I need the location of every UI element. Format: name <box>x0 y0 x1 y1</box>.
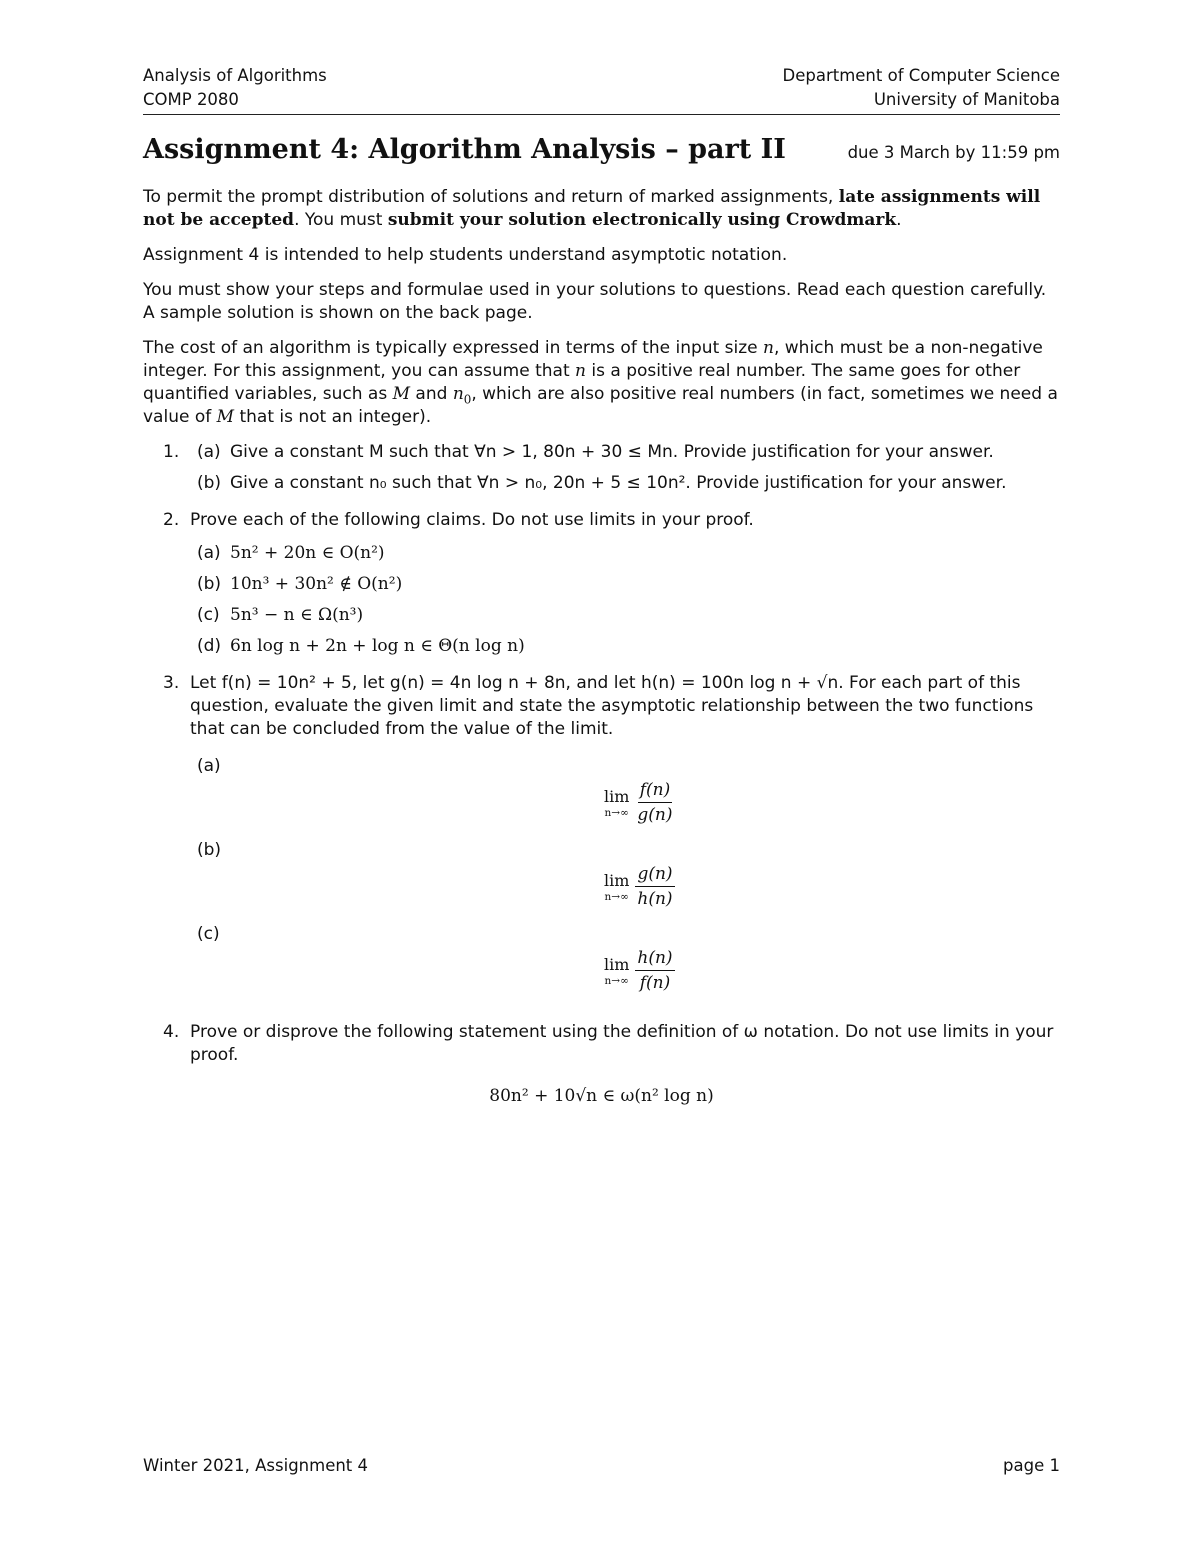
question-number: 2. <box>163 510 180 530</box>
question-3b: (b) lim n→∞ $\frac{g(n)}{h(n)}$ <box>197 840 673 909</box>
question-number: 3. <box>163 673 180 693</box>
question-2a: (a) 5n² + 20n ∈ O(n²) <box>197 543 385 563</box>
page-number: page 1 <box>1003 1456 1060 1475</box>
display-equation: 80n² + 10√n ∈ ω(n² log n) <box>489 1086 714 1106</box>
intro-paragraph-2: Assignment 4 is intended to help students understand asymptotic notation. <box>143 245 788 265</box>
department: Department of Computer Science <box>782 66 1060 85</box>
intro-paragraph-3: You must show your steps and formulae used in your solutions to questions. Read each question carefully. A sample solution is shown on the back page. <box>143 280 1047 323</box>
question-2d: (d) 6n log n + 2n + log n ∈ Θ(n log n) <box>197 636 525 656</box>
question-1 <box>143 441 1060 495</box>
document-body <box>143 186 1060 1122</box>
intro-paragraph-1: To permit the prompt distribution of solutions and return of marked assignments, late assignments will not be accepted. You must submit your solution electronically using Crowdmark. <box>143 187 1041 230</box>
header-left <box>143 64 327 112</box>
document-page <box>143 0 1060 1553</box>
late-notice: late assignments will not be accepted <box>143 187 1041 230</box>
question-4: 4. Prove or disprove the following statement using the definition of ω notation. Do not use limits in your proof. 80n² + 10√n ∈ ω(n² log n) <box>143 1021 1060 1108</box>
university: University of Manitoba <box>873 90 1060 109</box>
header-rule <box>143 114 1060 115</box>
submission-notice: submit your solution electronically using Crowdmark <box>387 210 897 230</box>
limit-expression: lim n→∞ $\frac{f(n)}{g(n)}$ <box>604 780 673 825</box>
question-3c: (c) lim n→∞ $\frac{h(n)}{f(n)}$ <box>197 924 673 993</box>
limit-expression: lim n→∞ $\frac{g(n)}{h(n)}$ <box>604 864 673 909</box>
question-2: 2. Prove each of the following claims. Do not use limits in your proof. (a) 5n² + 20n ∈ O(n²) (b) 10n³ + 30n² ∉ O(n²) (c) 5n³ − n ∈ Ω(n³) (d) 6n log n + 2n + log n ∈ Θ(n log n) <box>143 509 1060 658</box>
header-right <box>783 64 1060 112</box>
question-1a: (a) Give a constant M such that ∀n > 1, 80n + 30 ≤ Mn. Provide justification for your answer. <box>197 442 994 462</box>
question-number: 4. <box>163 1022 180 1042</box>
course-code: COMP 2080 <box>143 90 239 109</box>
intro-paragraph-4: The cost of an algorithm is typically expressed in terms of the input size n, which must be a non-negative integer. For this assignment, you can assume that n is a positive real number. The same goes for other quantified variables, such as M and $n_0$, which are also positive real numbers (in fact, sometimes we need a value of M that is not an integer). <box>143 338 1058 427</box>
limit-expression: lim n→∞ $\frac{h(n)}{f(n)}$ <box>604 948 673 993</box>
question-2c: (c) 5n³ − n ∈ Ω(n³) <box>197 605 364 625</box>
title-row <box>143 134 1060 174</box>
question-3: 3. Let f(n) = 10n² + 5, let g(n) = 4n log n + 8n, and let h(n) = 100n log n + √n. For each part of this question, evaluate the given limit and state the asymptotic relationship between the two functions that can be concluded from the value of the limit. (a) lim n→∞ $\frac{f(n)}{g(n)}$ (b) lim n→∞ $\frac{g(n)}{h(n)}$ (c) lim n→∞ $\frac{h(n)}{f(n)}$ <box>143 672 1060 1007</box>
course-name: Analysis of Algorithms <box>143 66 327 85</box>
question-2b: (b) 10n³ + 30n² ∉ O(n²) <box>197 574 403 594</box>
question-1b: (b) Give a constant n₀ such that ∀n > n₀, 20n + 5 ≤ 10n². Provide justification for your answer. <box>197 473 1007 493</box>
footer-left: Winter 2021, Assignment 4 <box>143 1456 369 1475</box>
question-list <box>143 441 1060 1108</box>
question-number: 1. <box>163 442 180 462</box>
assignment-title: Assignment 4: Algorithm Analysis – part II <box>143 134 786 165</box>
question-3a: (a) lim n→∞ $\frac{f(n)}{g(n)}$ <box>197 756 673 825</box>
due-date: due 3 March by 11:59 pm <box>847 143 1060 162</box>
